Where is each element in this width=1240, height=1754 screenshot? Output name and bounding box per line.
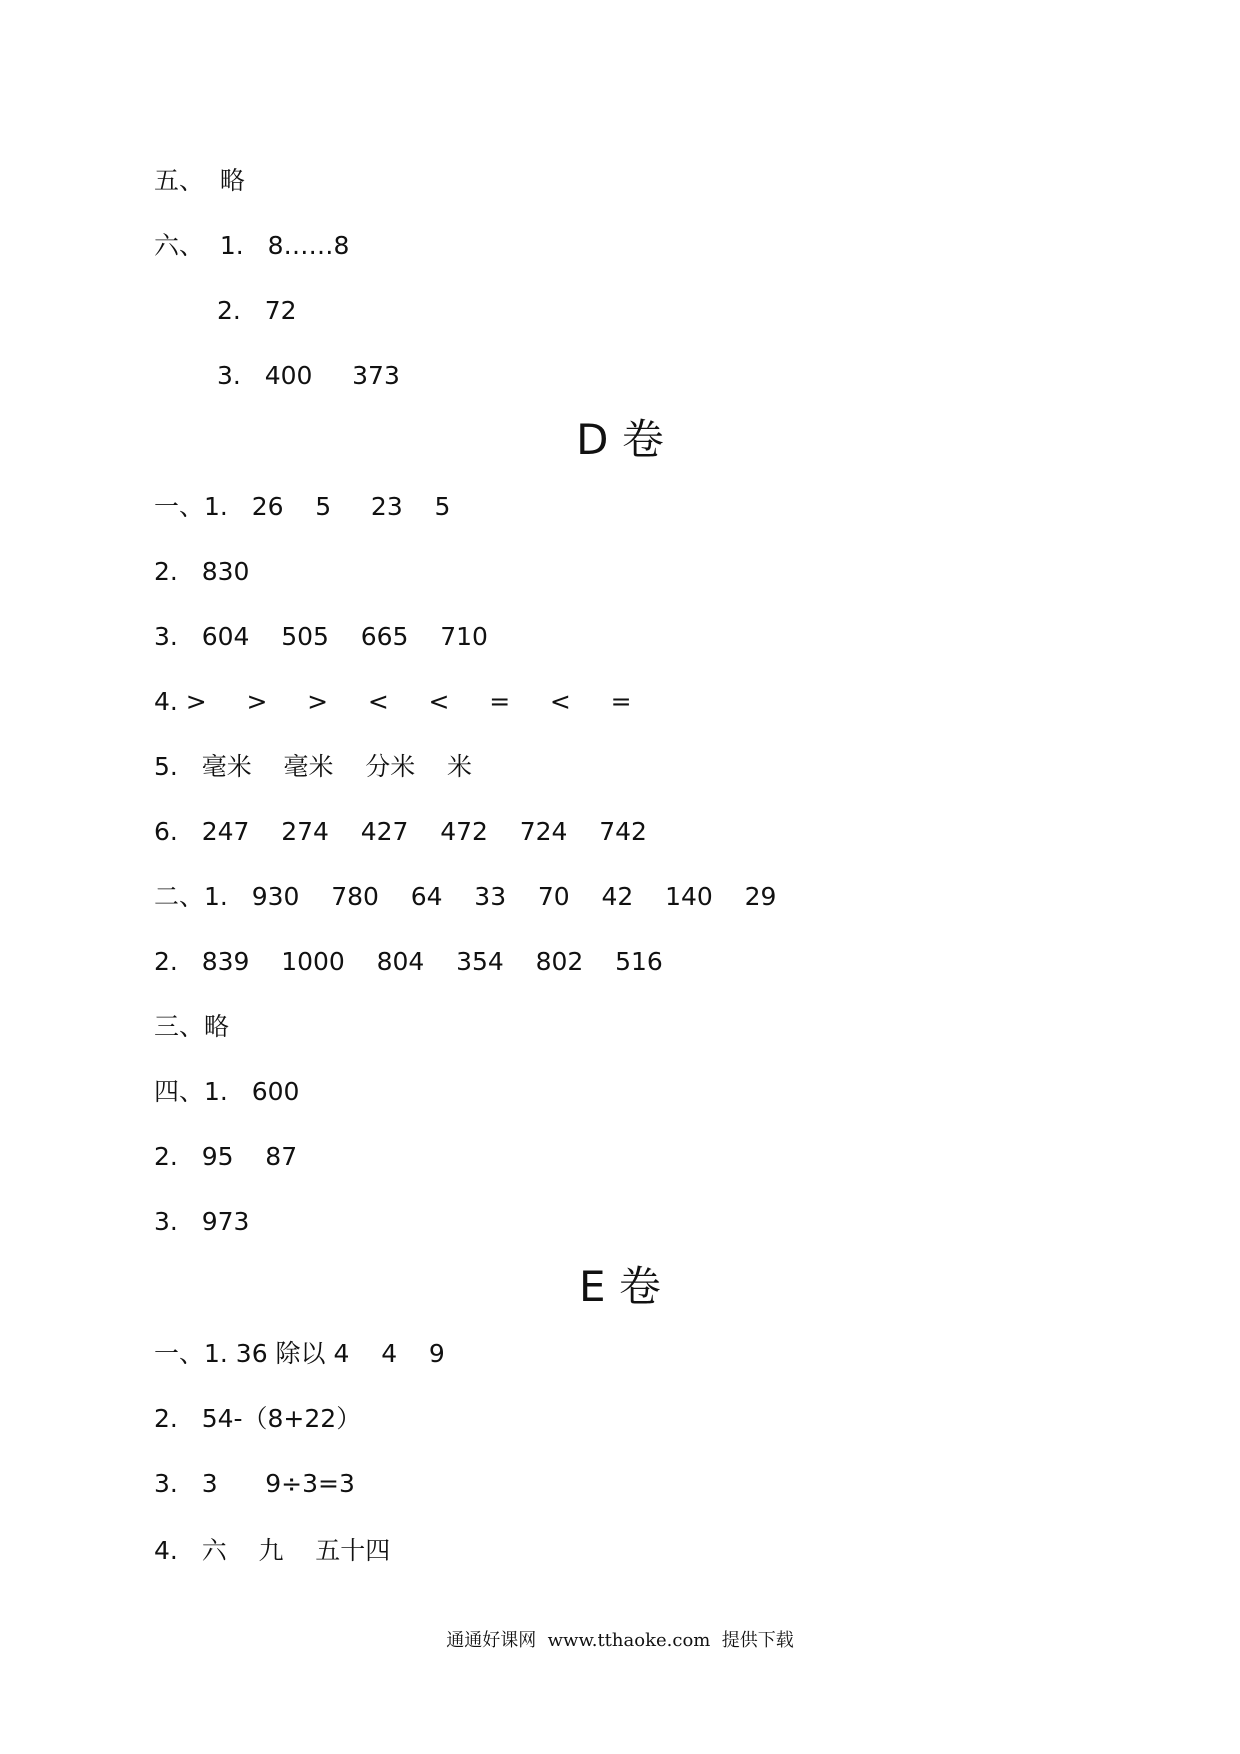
d-answer-line: 四、1. 600: [154, 1077, 300, 1106]
section-d-title: D 卷: [576, 415, 664, 464]
d-answer-line: 三、略: [154, 1012, 230, 1041]
d-answer-line: 3. 604 505 665 710: [154, 622, 488, 651]
d-answer-line: 5. 毫米 毫米 分米 米: [154, 752, 473, 781]
d-answer-line: 2. 830: [154, 557, 250, 586]
section-e-title: E 卷: [579, 1262, 661, 1311]
e-answer-line: 2. 54-（8+22）: [154, 1404, 362, 1433]
d-answer-line: 2. 95 87: [154, 1142, 298, 1171]
answer-line-6-2: 2. 72: [217, 296, 297, 325]
answer-line-6-1: 六、 1. 8……8: [154, 231, 350, 260]
footer-source-note: 通通好课网 www.tthaoke.com 提供下载: [446, 1630, 794, 1651]
answer-line-6-3: 3. 400 373: [217, 361, 400, 390]
d-answer-line: 一、1. 26 5 23 5: [154, 492, 451, 521]
d-answer-line: 二、1. 930 780 64 33 70 42 140 29: [154, 882, 777, 911]
e-answer-line: 一、1. 36 除以 4 4 9: [154, 1339, 445, 1368]
d-answer-line: 3. 973: [154, 1207, 250, 1236]
d-answer-line: 2. 839 1000 804 354 802 516: [154, 947, 663, 976]
e-answer-line: 3. 3 9÷3=3: [154, 1469, 355, 1498]
e-answer-line: 4. 六 九 五十四: [154, 1536, 391, 1565]
d-answer-line: 6. 247 274 427 472 724 742: [154, 817, 647, 846]
d-answer-line: 4. > > > < < = < =: [154, 687, 632, 716]
answer-line-5: 五、 略: [154, 166, 245, 195]
